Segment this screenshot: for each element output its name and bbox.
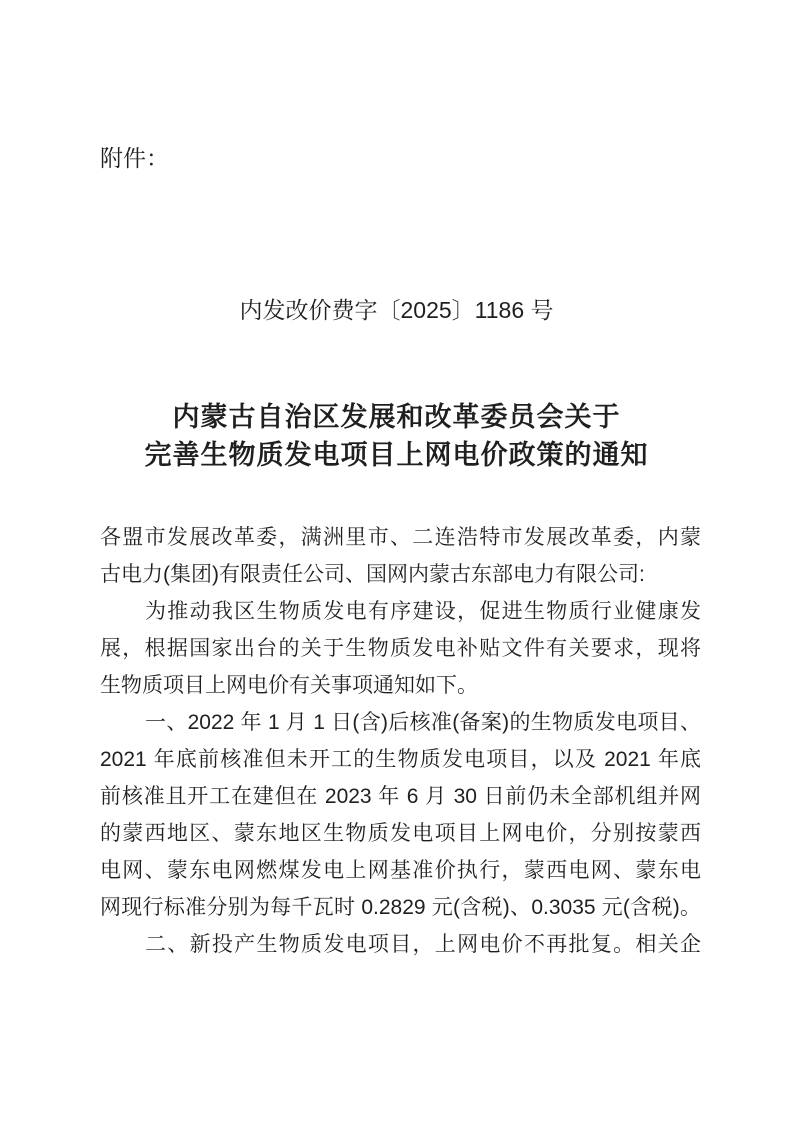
document-title [0,398,793,474]
doc-number: 内发改价费字〔2025〕1186 号 [239,297,554,323]
title-line: 内蒙古自治区发展和改革委员会关于 [172,402,621,432]
paragraph-line: 展，根据国家出台的关于生物质发电补贴文件有关要求，现将 [100,637,701,660]
paragraph-line: 前核准且开工在建但在 2023 年 6 月 30 日前仍未全部机组并网 [100,785,701,808]
attachment-label: 附件： [100,145,169,171]
paragraph-line: 为推动我区生物质发电有序建设，促进生物质行业健康发 [145,600,701,623]
paragraph-line: 2021 年底前核准但未开工的生物质发电项目，以及 2021 年底 [100,748,701,771]
paragraph-line: 网现行标准分别为每千瓦时 0.2829 元(含税)、0.3035 元(含税)。 [100,896,701,919]
paragraph-line: 电网、蒙东电网燃煤发电上网基准价执行，蒙西电网、蒙东电 [100,859,701,882]
title-line: 完善生物质发电项目上网电价政策的通知 [144,440,649,470]
paragraph-line: 二、新投产生物质发电项目，上网电价不再批复。相关企 [145,933,701,956]
paragraph-line: 古电力(集团)有限责任公司、国网内蒙古东部电力有限公司: [100,563,645,586]
paragraph-line: 一、2022 年 1 月 1 日(含)后核准(备案)的生物质发电项目、 [145,711,701,734]
paragraph-line: 生物质项目上网电价有关事项通知如下。 [100,674,478,697]
document-body [100,519,701,963]
paragraph-line: 的蒙西地区、蒙东地区生物质发电项目上网电价，分别按蒙西 [100,822,701,845]
paragraph-line: 各盟市发展改革委，满洲里市、二连浩特市发展改革委，内蒙 [100,526,701,549]
